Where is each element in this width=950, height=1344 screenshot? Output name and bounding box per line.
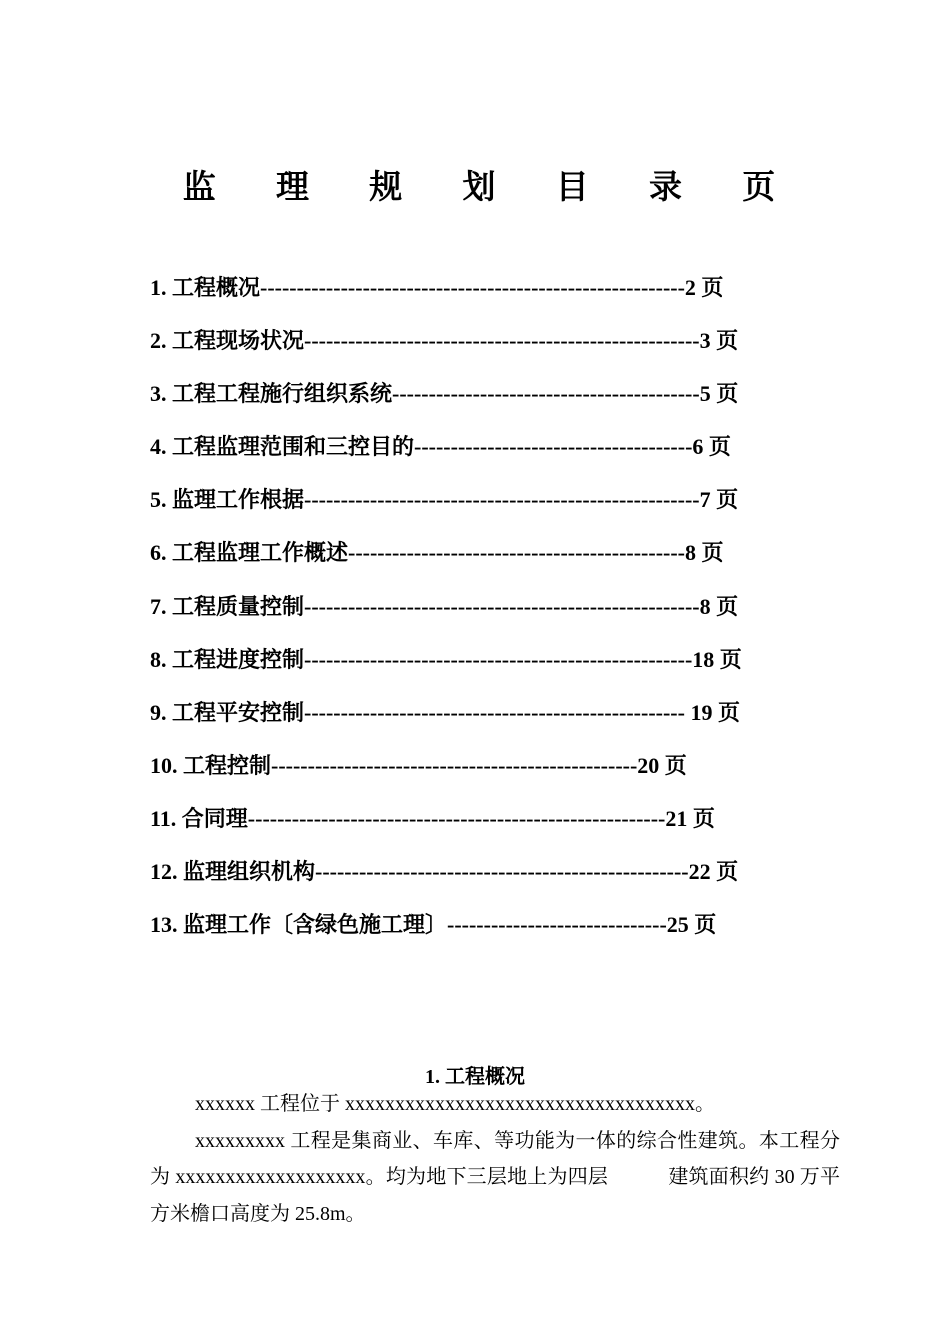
page-title: 监 理 规 划 目 录 页: [182, 170, 802, 206]
toc-entry: 11. 合同理---------------------------------------------------------21 页: [150, 805, 715, 831]
section-heading: 1. 工程概况: [425, 1066, 525, 1088]
toc-entry: 10. 工程控制--------------------------------------------------20 页: [150, 752, 687, 778]
paragraph: [150, 1123, 840, 1233]
toc-entry: 13. 监理工作〔含绿色施工理〕------------------------------25 页: [150, 912, 717, 938]
toc-entry: 12. 监理组织机构---------------------------------------------------22 页: [150, 859, 739, 885]
section-body: [150, 1086, 840, 1232]
toc-entry: 9. 工程平安控制---------------------------------------------------- 19 页: [150, 699, 740, 725]
toc-entry: 1. 工程概况----------------------------------------------------------2 页: [150, 275, 724, 300]
toc-entry: 8. 工程进度控制-----------------------------------------------------18 页: [150, 646, 742, 672]
toc-entry: 4. 工程监理范围和三控目的--------------------------------------6 页: [150, 434, 731, 460]
toc-entry: 7. 工程质量控制------------------------------------------------------8 页: [150, 593, 739, 619]
toc-entry: 2. 工程现场状况------------------------------------------------------3 页: [150, 328, 739, 354]
paragraph-text: xxxxxxxxx 工程是集商业、车库、等功能为一体的综合性建筑。本工程分为 xxxxxxxxxxxxxxxxxxx。均为地下三层地上为四层: [150, 1129, 840, 1188]
toc-entry: 3. 工程工程施行组织系统------------------------------------------5 页: [150, 381, 739, 407]
toc-entry: 5. 监理工作根据------------------------------------------------------7 页: [150, 487, 739, 513]
paragraph: xxxxxx 工程位于 xxxxxxxxxxxxxxxxxxxxxxxxxxxxxxxxxxx。: [195, 1093, 715, 1115]
table-of-contents: [150, 268, 850, 958]
paragraph-text: 建筑面积约 30 万平方米檐口高度为 25.8m。: [150, 1166, 840, 1225]
toc-entry: 6. 工程监理工作概述----------------------------------------------8 页: [150, 540, 724, 566]
